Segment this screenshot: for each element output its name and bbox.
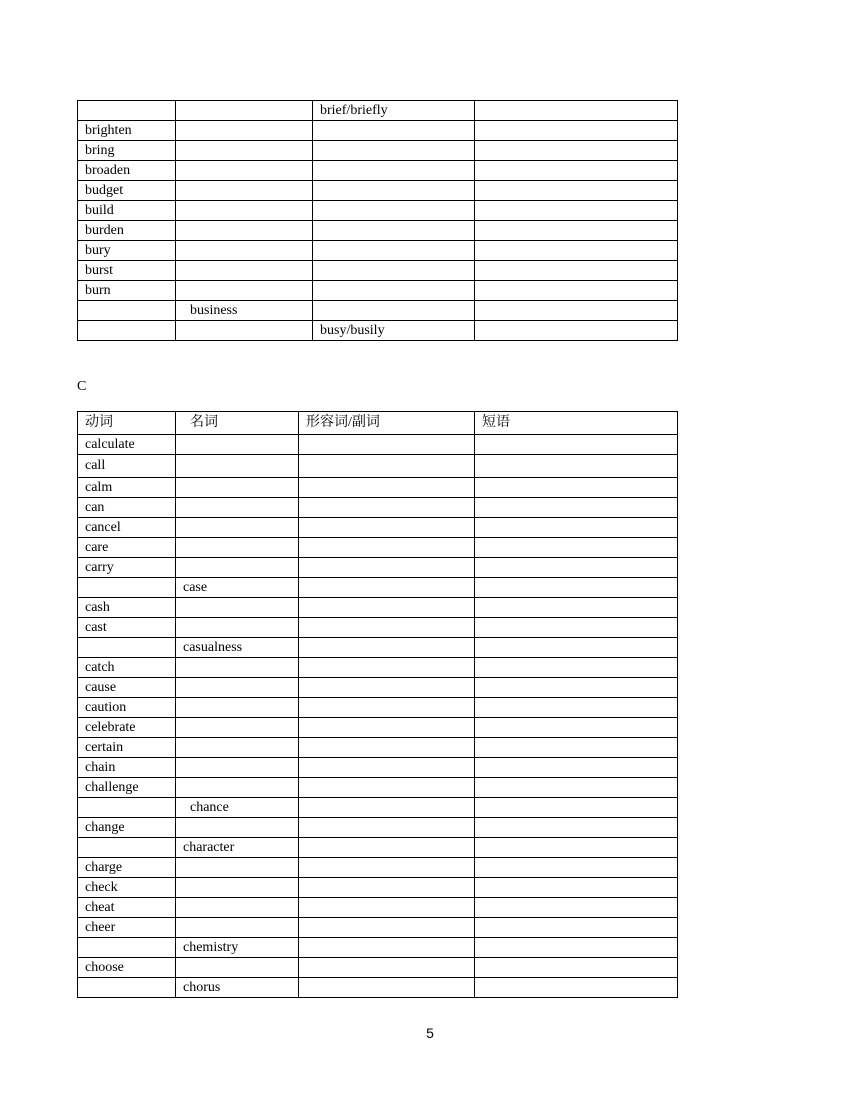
phrase-cell: [475, 698, 678, 718]
table-row: [78, 141, 678, 161]
adjective-adverb-cell: [299, 798, 475, 818]
adjective-adverb-cell: [299, 478, 475, 498]
verb-cell: [78, 301, 176, 321]
table-row: [78, 181, 678, 201]
verb-cell: cheat: [78, 898, 176, 918]
noun-cell: [176, 141, 313, 161]
verb-cell: calm: [78, 478, 176, 498]
verb-cell: [78, 321, 176, 341]
table-row: [78, 598, 678, 618]
phrase-cell: [475, 435, 678, 455]
adjective-adverb-cell: [299, 738, 475, 758]
noun-cell: [176, 898, 299, 918]
adjective-adverb-cell: [299, 618, 475, 638]
table-row: [78, 698, 678, 718]
phrase-cell: [475, 161, 678, 181]
noun-cell: chance: [176, 798, 299, 818]
phrase-cell: [475, 221, 678, 241]
phrase-cell: [475, 518, 678, 538]
noun-cell: [176, 518, 299, 538]
phrase-cell: [475, 101, 678, 121]
table-row: [78, 878, 678, 898]
phrase-cell: [475, 281, 678, 301]
noun-cell: [176, 498, 299, 518]
table-row: [78, 838, 678, 858]
table-row: [78, 121, 678, 141]
noun-cell: [176, 161, 313, 181]
verb-cell: burden: [78, 221, 176, 241]
verb-cell: cheer: [78, 918, 176, 938]
header-phrase: 短语: [475, 412, 678, 435]
phrase-cell: [475, 758, 678, 778]
adjective-adverb-cell: [299, 878, 475, 898]
verb-cell: build: [78, 201, 176, 221]
phrase-cell: [475, 678, 678, 698]
table-row: [78, 798, 678, 818]
verb-cell: [78, 798, 176, 818]
table-row: [78, 738, 678, 758]
phrase-cell: [475, 538, 678, 558]
noun-cell: [176, 758, 299, 778]
adjective-adverb-cell: brief/briefly: [313, 101, 475, 121]
noun-cell: [176, 918, 299, 938]
verb-cell: [78, 838, 176, 858]
adjective-adverb-cell: [299, 858, 475, 878]
verb-cell: cancel: [78, 518, 176, 538]
adjective-adverb-cell: [313, 221, 475, 241]
word-table-c: [77, 411, 678, 998]
verb-cell: check: [78, 878, 176, 898]
table-row: [78, 778, 678, 798]
phrase-cell: [475, 455, 678, 478]
phrase-cell: [475, 818, 678, 838]
noun-cell: [176, 321, 313, 341]
phrase-cell: [475, 638, 678, 658]
table-row: [78, 498, 678, 518]
noun-cell: [176, 101, 313, 121]
table-row: [78, 201, 678, 221]
phrase-cell: [475, 141, 678, 161]
verb-cell: [78, 101, 176, 121]
adjective-adverb-cell: [313, 301, 475, 321]
table-row: [78, 161, 678, 181]
phrase-cell: [475, 878, 678, 898]
adjective-adverb-cell: [299, 435, 475, 455]
adjective-adverb-cell: [313, 281, 475, 301]
table-row: [78, 818, 678, 838]
table-row: [78, 918, 678, 938]
noun-cell: [176, 435, 299, 455]
noun-cell: business: [176, 301, 313, 321]
table-row: [78, 858, 678, 878]
adjective-adverb-cell: [313, 161, 475, 181]
adjective-adverb-cell: [299, 758, 475, 778]
verb-cell: change: [78, 818, 176, 838]
noun-cell: [176, 478, 299, 498]
adjective-adverb-cell: [313, 141, 475, 161]
table-row: [78, 938, 678, 958]
adjective-adverb-cell: [299, 598, 475, 618]
verb-cell: can: [78, 498, 176, 518]
noun-cell: chorus: [176, 978, 299, 998]
table-row: [78, 478, 678, 498]
phrase-cell: [475, 321, 678, 341]
phrase-cell: [475, 121, 678, 141]
table-row: [78, 958, 678, 978]
noun-cell: character: [176, 838, 299, 858]
verb-cell: broaden: [78, 161, 176, 181]
adjective-adverb-cell: [313, 261, 475, 281]
table-row: [78, 898, 678, 918]
adjective-adverb-cell: [299, 818, 475, 838]
phrase-cell: [475, 978, 678, 998]
adjective-adverb-cell: [313, 201, 475, 221]
word-table-b-body: [78, 101, 678, 341]
table-row: [78, 455, 678, 478]
phrase-cell: [475, 918, 678, 938]
table-row: [78, 435, 678, 455]
adjective-adverb-cell: [299, 838, 475, 858]
table-row: [78, 241, 678, 261]
verb-cell: celebrate: [78, 718, 176, 738]
phrase-cell: [475, 958, 678, 978]
section-letter: C: [77, 379, 87, 394]
verb-cell: call: [78, 455, 176, 478]
noun-cell: [176, 958, 299, 978]
noun-cell: [176, 858, 299, 878]
table-row: [78, 538, 678, 558]
phrase-cell: [475, 261, 678, 281]
phrase-cell: [475, 618, 678, 638]
word-table-c-body: [78, 435, 678, 998]
table-row: [78, 101, 678, 121]
phrase-cell: [475, 858, 678, 878]
noun-cell: [176, 261, 313, 281]
table-row: [78, 281, 678, 301]
noun-cell: [176, 678, 299, 698]
verb-cell: bring: [78, 141, 176, 161]
verb-cell: budget: [78, 181, 176, 201]
table-row: [78, 758, 678, 778]
word-table-b: [77, 100, 678, 341]
phrase-cell: [475, 718, 678, 738]
table-row: [78, 321, 678, 341]
table-row: [78, 558, 678, 578]
header-noun: 名词: [176, 412, 299, 435]
noun-cell: [176, 281, 313, 301]
adjective-adverb-cell: [299, 558, 475, 578]
verb-cell: burn: [78, 281, 176, 301]
adjective-adverb-cell: [299, 718, 475, 738]
noun-cell: casualness: [176, 638, 299, 658]
verb-cell: [78, 578, 176, 598]
phrase-cell: [475, 938, 678, 958]
adjective-adverb-cell: [299, 638, 475, 658]
table-row: [78, 578, 678, 598]
phrase-cell: [475, 898, 678, 918]
phrase-cell: [475, 658, 678, 678]
adjective-adverb-cell: busy/busily: [313, 321, 475, 341]
noun-cell: [176, 738, 299, 758]
phrase-cell: [475, 181, 678, 201]
noun-cell: [176, 658, 299, 678]
verb-cell: cause: [78, 678, 176, 698]
noun-cell: chemistry: [176, 938, 299, 958]
verb-cell: challenge: [78, 778, 176, 798]
verb-cell: cast: [78, 618, 176, 638]
noun-cell: [176, 221, 313, 241]
table-row: [78, 978, 678, 998]
adjective-adverb-cell: [299, 978, 475, 998]
phrase-cell: [475, 738, 678, 758]
adjective-adverb-cell: [299, 518, 475, 538]
adjective-adverb-cell: [299, 918, 475, 938]
adjective-adverb-cell: [299, 538, 475, 558]
phrase-cell: [475, 301, 678, 321]
phrase-cell: [475, 778, 678, 798]
adjective-adverb-cell: [299, 898, 475, 918]
verb-cell: burst: [78, 261, 176, 281]
header-adjective-adverb: 形容词/副词: [299, 412, 475, 435]
noun-cell: [176, 778, 299, 798]
table-row: [78, 718, 678, 738]
adjective-adverb-cell: [313, 241, 475, 261]
phrase-cell: [475, 598, 678, 618]
table-row: [78, 221, 678, 241]
verb-cell: calculate: [78, 435, 176, 455]
phrase-cell: [475, 498, 678, 518]
verb-cell: care: [78, 538, 176, 558]
noun-cell: [176, 878, 299, 898]
adjective-adverb-cell: [299, 958, 475, 978]
phrase-cell: [475, 201, 678, 221]
adjective-adverb-cell: [299, 455, 475, 478]
verb-cell: carry: [78, 558, 176, 578]
phrase-cell: [475, 578, 678, 598]
noun-cell: [176, 121, 313, 141]
table-row: [78, 261, 678, 281]
noun-cell: [176, 718, 299, 738]
table-row: [78, 618, 678, 638]
adjective-adverb-cell: [299, 578, 475, 598]
adjective-adverb-cell: [299, 698, 475, 718]
adjective-adverb-cell: [299, 498, 475, 518]
noun-cell: [176, 181, 313, 201]
adjective-adverb-cell: [299, 938, 475, 958]
header-verb: 动词: [78, 412, 176, 435]
noun-cell: [176, 818, 299, 838]
adjective-adverb-cell: [299, 678, 475, 698]
noun-cell: [176, 598, 299, 618]
verb-cell: [78, 978, 176, 998]
noun-cell: [176, 241, 313, 261]
phrase-cell: [475, 478, 678, 498]
verb-cell: certain: [78, 738, 176, 758]
phrase-cell: [475, 838, 678, 858]
noun-cell: [176, 538, 299, 558]
table-row: [78, 658, 678, 678]
verb-cell: cash: [78, 598, 176, 618]
phrase-cell: [475, 241, 678, 261]
adjective-adverb-cell: [313, 121, 475, 141]
noun-cell: [176, 455, 299, 478]
adjective-adverb-cell: [299, 778, 475, 798]
verb-cell: caution: [78, 698, 176, 718]
verb-cell: [78, 638, 176, 658]
table-row: [78, 518, 678, 538]
adjective-adverb-cell: [313, 181, 475, 201]
phrase-cell: [475, 798, 678, 818]
verb-cell: charge: [78, 858, 176, 878]
verb-cell: choose: [78, 958, 176, 978]
noun-cell: [176, 698, 299, 718]
noun-cell: case: [176, 578, 299, 598]
phrase-cell: [475, 558, 678, 578]
table-row: [78, 301, 678, 321]
header-row: [78, 412, 678, 435]
verb-cell: [78, 938, 176, 958]
table-row: [78, 638, 678, 658]
noun-cell: [176, 201, 313, 221]
verb-cell: brighten: [78, 121, 176, 141]
verb-cell: catch: [78, 658, 176, 678]
noun-cell: [176, 558, 299, 578]
verb-cell: chain: [78, 758, 176, 778]
noun-cell: [176, 618, 299, 638]
adjective-adverb-cell: [299, 658, 475, 678]
verb-cell: bury: [78, 241, 176, 261]
table-row: [78, 678, 678, 698]
page-number: 5: [426, 1025, 434, 1041]
